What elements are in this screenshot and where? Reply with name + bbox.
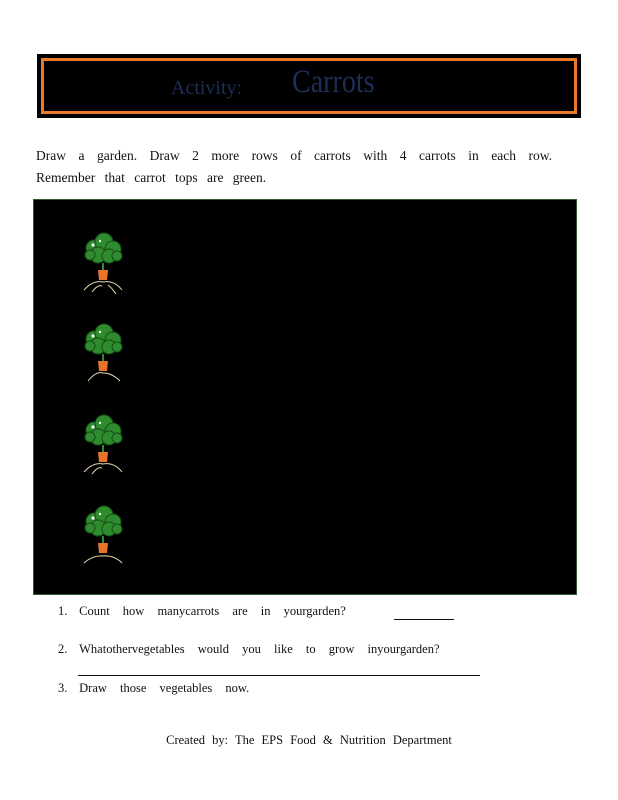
activity-name: Carrots <box>292 64 375 100</box>
footer-credit: Created by: The EPS Food & Nutrition Department <box>166 733 452 747</box>
carrot-icon <box>78 412 128 482</box>
question-number: 1. <box>58 604 68 618</box>
carrot-icon <box>78 321 128 391</box>
carrot-icon <box>78 230 128 300</box>
carrot-icon <box>78 503 128 573</box>
question-number: 3. <box>58 681 68 695</box>
question-text: Count how manycarrots are in yourgarden? <box>79 604 346 618</box>
question-1 <box>58 604 346 619</box>
title-banner <box>37 54 581 118</box>
answer-line-1[interactable] <box>394 619 454 620</box>
question-number: 2. <box>58 642 68 656</box>
question-text: Draw those vegetables now. <box>79 681 250 695</box>
question-3 <box>58 681 249 696</box>
garden-drawing-area[interactable] <box>33 199 577 595</box>
question-text: Whatothervegetables would you like to grow inyourgarden? <box>79 642 440 656</box>
activity-label: Activity: <box>171 77 243 99</box>
answer-line-2[interactable] <box>78 675 480 676</box>
instructions-text: Draw a garden. Draw 2 more rows of carrots with 4 carrots in each row. Remember that carrot tops are green. <box>36 148 552 185</box>
question-2 <box>58 642 440 657</box>
